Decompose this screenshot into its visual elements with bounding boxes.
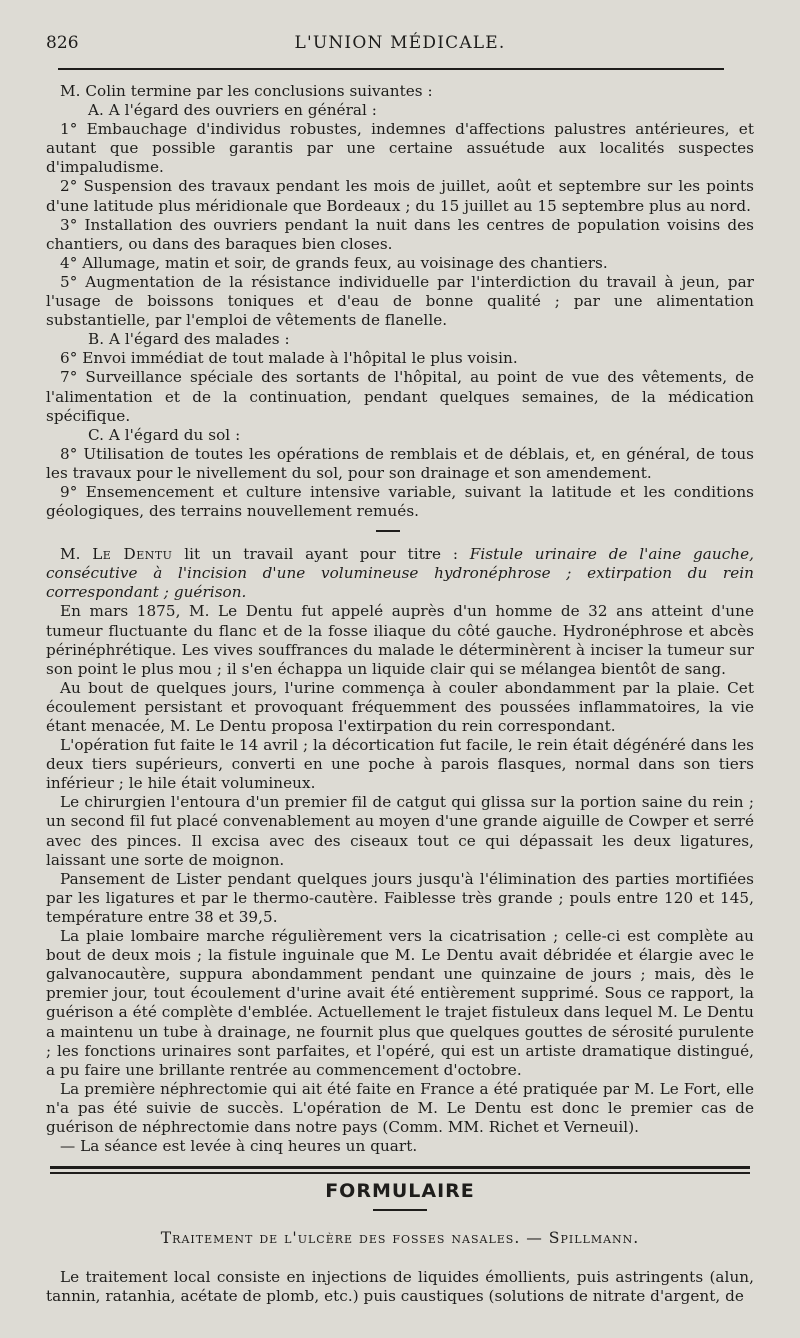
- formulaire-rule: [373, 1209, 427, 1211]
- page-header: [46, 0, 754, 60]
- dentu-paragraph-4: Le chirurgien l'entoura d'un premier fil de catgut qui glissa sur la portion saine du rein ; un second fil fut placé convenablement au moyen d'une grande aiguille de Cowper et serré avec des pinces. Il excisa avec des ciseaux tout ce qui dépassait les deux ligatures, laissant une sorte de moignon.: [46, 793, 754, 869]
- section-c-heading: C. A l'égard du sol :: [88, 425, 241, 444]
- dentu-paragraph-3: L'opération fut faite le 14 avril ; la décortication fut facile, le rein était dégénéré dans les deux tiers supérieurs, converti en une poche à parois flasques, normal dans son tiers inférieur ; le hile était volumineux.: [46, 736, 754, 793]
- section-b-heading: B. A l'égard des malades :: [88, 330, 290, 349]
- dentu-paragraph-1: En mars 1875, M. Le Dentu fut appelé auprès d'un homme de 32 ans atteint d'une tumeur fluctuante du flanc et de la fosse iliaque du côté gauche. Hydronéphrose et abcès périnéphrétique. Les vives souffrances du malade le déterminèrent à inciser la tumeur sur son point le plus mou ; il s'en échappa un liquide clair qui se mélangea bientôt de sang.: [46, 602, 754, 678]
- conclusion-item-3: 3° Installation des ouvriers pendant la nuit dans les centres de population voisins des chantiers, ou dans des baraques bien closes.: [46, 215, 754, 253]
- conclusion-item-2: 2° Suspension des travaux pendant les mois de juillet, août et septembre sur les points d'une latitude plus méridionale que Bordeaux ; du 15 juillet au 15 septembre plus au nord.: [46, 177, 754, 215]
- conclusions-intro: M. Colin termine par les conclusions suivantes :: [60, 82, 433, 100]
- session-closing: — La séance est levée à cinq heures un quart.: [60, 1137, 418, 1156]
- dentu-lead-paragraph: [46, 545, 754, 602]
- conclusion-item-5: 5° Augmentation de la résistance individuelle par l'interdiction du travail à jeun, par l'usage de boissons toniques et d'eau de bonne qualité ; par une alimentation substantielle, par l'emploi de vêtements de flanelle.: [46, 272, 754, 330]
- conclusion-item-8: 8° Utilisation de toutes les opérations de remblais et de déblais, et, en général, de tous les travaux pour le nivellement du sol, pour son drainage et son amendement.: [46, 444, 754, 482]
- formulaire-text: Le traitement local consiste en injections de liquides émollients, puis astringents (alun, tannin, ratanhia, acétate de plomb, etc.) puis caustiques (solutions de nitrate d'argent, de: [46, 1267, 754, 1305]
- conclusion-item-4: 4° Allumage, matin et soir, de grands feux, au voisinage des chantiers.: [60, 253, 608, 272]
- header-rule: [58, 68, 724, 70]
- double-rule: [46, 1162, 754, 1180]
- dentu-lead-name: Le Dentu: [92, 545, 173, 564]
- conclusion-item-7: 7° Surveillance spéciale des sortants de l'hôpital, au point de vue des vêtements, de l'alimentation et de la continuation, pendant quelques semaines, de la médication spécifique.: [46, 368, 754, 425]
- conclusion-item-9: 9° Ensemencement et culture intensive variable, suivant la latitude et les conditions géologiques, des terrains nouvellement remués.: [46, 482, 754, 521]
- formulaire-title: FORMULAIRE: [325, 1180, 475, 1203]
- section-separator: [46, 521, 754, 545]
- dentu-work-title: Fistule urinaire de l'aine gauche, consécutive à l'incision d'une volumineuse hydronéphrose ; extirpation du rein correspondant ; guérison.: [46, 545, 755, 602]
- dentu-paragraph-2: Au bout de quelques jours, l'urine commença à couler abondamment par la plaie. Cet écoulement persistant et provoquant fréquemment des poussées inflammatoires, la vie étant menacée, M. Le Dentu proposa l'extirpation du rein correspondant.: [46, 678, 754, 735]
- dentu-paragraph-7: La première néphrectomie qui ait été faite en France a été pratiquée par M. Le Fort, elle n'a pas été suivie de succès. L'opération de M. Le Dentu est donc le premier cas de guérison de néphrectomie dans notre pays (Comm. MM. Richet et Verneuil).: [46, 1079, 754, 1136]
- journal-title: L'UNION MÉDICALE.: [294, 33, 506, 53]
- formulaire-subtitle: Traitement de l'ulcère des fosses nasales. — Spillmann.: [160, 1228, 640, 1247]
- dentu-lead-prefix: M.: [60, 545, 93, 564]
- dentu-paragraph-5: Pansement de Lister pendant quelques jours jusqu'à l'élimination des parties mortifiées par les ligatures et par le thermo-cautère. Faiblesse très grande ; pouls entre 120 et 145, température entre 38 et 39,5.: [46, 869, 754, 926]
- conclusion-item-1: 1° Embauchage d'individus robustes, indemnes d'affections palustres antérieures, et autant que possible garantis par une certaine assuétude aux localités suspectes d'impaludisme.: [46, 120, 754, 177]
- dentu-paragraph-6: La plaie lombaire marche régulièrement vers la cicatrisation ; celle-ci est complète au bout de deux mois ; la fistule inguinale que M. Le Dentu avait débridée et élargie avec le galvanocautère, suppura abondamment pendant une quinzaine de jours ; mais, dès le premier jour, tout écoulement d'urine avait été entièrement supprimé. Sous ce rapport, la guérison a été complète d'emblée. Actuellement le trajet fistuleux dans lequel M. Le Dentu a maintenu un tube à drainage, ne fournit plus que quelques gouttes de sérosité purulente ; les fonctions urinaires sont parfaites, et l'opéré, qui est un artiste dramatique distingué, a pu faire une brillante rentrée au commencement d'octobre.: [46, 927, 754, 1079]
- dentu-lead-mid: lit un travail ayant pour titre :: [172, 545, 470, 564]
- section-a-heading: A. A l'égard des ouvriers en général :: [88, 101, 377, 120]
- conclusion-item-6: 6° Envoi immédiat de tout malade à l'hôpital le plus voisin.: [60, 349, 518, 368]
- page-number: 826: [46, 33, 79, 53]
